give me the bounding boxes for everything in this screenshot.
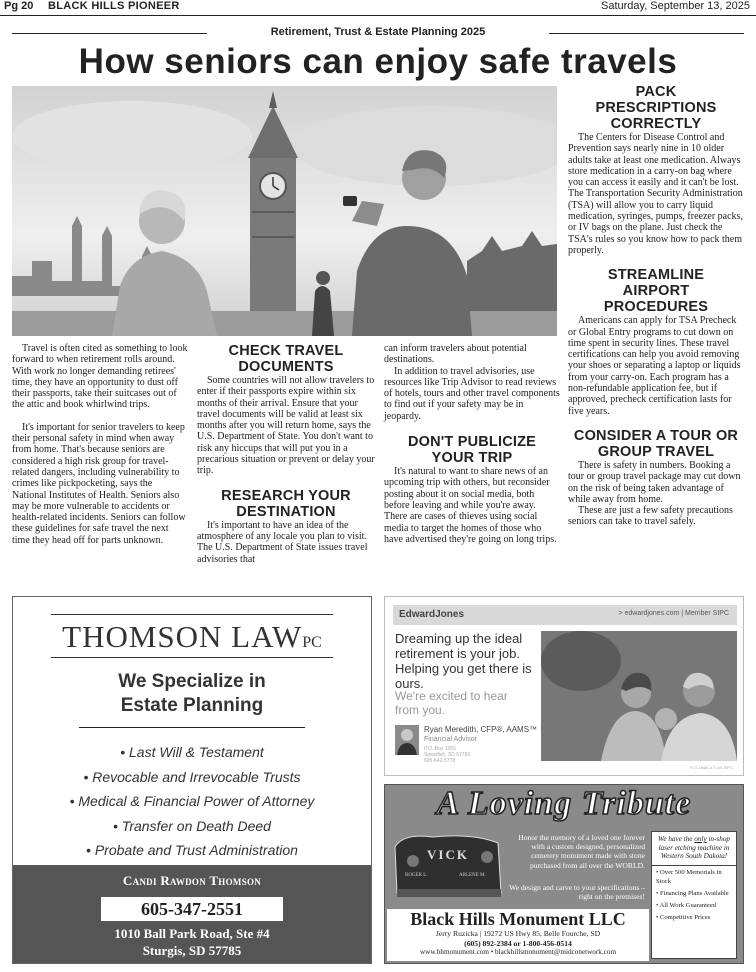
- monument-ad[interactable]: [384, 784, 744, 964]
- services-list: [13, 740, 371, 863]
- ej-subheadline: We're excited to hear from you.: [395, 689, 508, 717]
- thomson-law-ad[interactable]: [12, 596, 372, 964]
- features-box: [651, 831, 737, 959]
- advisor-photo: [395, 725, 419, 755]
- section-rule-right: [549, 33, 744, 34]
- article-photo: [12, 86, 557, 336]
- ej-brand: EdwardJones: [399, 609, 465, 620]
- tour-text: There is safety in numbers. Booking a tour or group travel package may cut down on the risk of being taken advantage of while away from home.: [568, 459, 741, 505]
- feature-item: • All Work Guaranteed: [656, 901, 717, 909]
- company-contact-1: Jerry Ruzicka | 19272 US Hwy 85, Belle Fourche, SD: [435, 929, 601, 938]
- heading-research: RESEARCH YOUR DESTINATION: [221, 487, 351, 520]
- contact-band: [13, 865, 371, 963]
- ej-site[interactable]: > edwardjones.com | Member SIPC: [618, 610, 729, 617]
- thomson-logo-text: THOMSON LAW: [62, 619, 303, 654]
- features-divider: [652, 865, 736, 866]
- logo-rule-bottom: [51, 657, 333, 658]
- header-rule: [0, 15, 756, 16]
- company-contact-2[interactable]: (605) 892-2384 or 1-800-456-0514: [464, 938, 572, 948]
- publicize-text: It's natural to want to share news of an upcoming trip with others, but reconsider posting about it on social media, both before leaving and while you're away. There are cases of thieves using social media to target the homes of those who have advertised they're going on long trips.: [384, 466, 557, 545]
- advisor-address-2: Spearfish, SD 57783: [424, 752, 471, 758]
- heading-check-travel: CHECK TRAVEL DOCUMENTS: [228, 343, 344, 375]
- intro-column: [12, 343, 188, 546]
- section-label: Retirement, Trust & Estate Planning 2025: [270, 26, 486, 38]
- monument-title: A Loving Tribute: [436, 785, 692, 822]
- thomson-logo: [13, 619, 371, 655]
- intro-paragraph: It's important for senior travelers to keep their personal safety in mind when away from home. That's because seniors are considered a high risk group for travel-related dangers, including vulnerability to crimes like pickpocketing, says the National Institutes of Health. Seniors also may be more vulnerable to accidents or health-related incidents. Seniors can follow these guidelines for safe travel the next time they head off for parts unknown.: [12, 421, 186, 546]
- advisor-title: Financial Advisor: [424, 736, 477, 743]
- laser-note-part-a: We have the: [658, 835, 695, 843]
- thomson-logo-suffix: PC: [302, 634, 322, 651]
- tagline-line-1: We Specialize in: [118, 671, 266, 692]
- ej-photo: [541, 631, 737, 761]
- research-text-advisories: In addition to travel advisories, use resources like Trip Advisor to read reviews of hotels, tours and other travel components to find out if your safety may be in jeopardy.: [384, 365, 560, 422]
- column-3: [384, 343, 560, 545]
- tagline-line-2: Estate Planning: [120, 695, 264, 716]
- headstone-left-name: ROGER L.: [405, 873, 428, 878]
- tagline-rule: [79, 727, 305, 728]
- address-line-1: 1010 Ball Park Road, Ste #4: [114, 926, 270, 941]
- photo-scene: [12, 86, 557, 336]
- headstone-name: VICK: [427, 847, 469, 862]
- monument-body-1: Honor the memory of a loved one forever with a custom designed, personalized cemetery monument made with stone purchased from all over the WORLD.: [518, 833, 645, 870]
- service-item: • Revocable and Irrevocable Trusts: [83, 768, 301, 785]
- feature-item: • Competitive Prices: [656, 913, 711, 921]
- headstone-graphic: [393, 833, 503, 897]
- pack-text: The Centers for Disease Control and Prevention says nearly nine in 10 older adults take at least one medication. Always store medication in a carry-on bag where you can access it easily and it can't be lost. The Transportation Security Administration (TSA) will allow you to carry liquid medication, syringes, pumps, freezer packs, or IV bags on the plane. Just check the TSA's rules so you know how to pack them properly.: [568, 132, 743, 256]
- page-number: Pg 20: [4, 0, 34, 12]
- feature-item: • Over 500 Memorials in Stock: [656, 868, 722, 885]
- tour-closing-text: These are just a few safety precautions seniors can take to travel safely.: [568, 505, 733, 528]
- ej-disclosure: FCT-1848I-A © AS SIPC: [689, 765, 733, 770]
- laser-etching-note: [652, 832, 736, 864]
- company-name: Black Hills Monument LLC: [410, 909, 626, 929]
- ej-family-photo: [541, 631, 737, 761]
- features-list: [652, 868, 736, 922]
- section-rule-left: [12, 33, 207, 34]
- attorney-name: Candi Rawdon Thomson: [122, 873, 262, 888]
- article-title: How seniors can enjoy safe travels: [78, 42, 678, 81]
- headstone-image: [393, 833, 503, 897]
- ej-headline: Dreaming up the ideal retirement is your job. Helping you get there is ours.: [395, 631, 532, 691]
- advisor-phone: 605-642-5778: [424, 758, 456, 764]
- column-2: [197, 343, 375, 565]
- feature-item: • Financing Plans Available: [656, 889, 729, 897]
- phone-number[interactable]: 605-347-2551: [101, 897, 283, 921]
- monument-body-2: We design and carve to your specifications – right on the premises!: [509, 883, 645, 902]
- heading-airport: STREAMLINE AIRPORT PROCEDURES: [603, 267, 709, 316]
- service-item: • Transfer on Death Deed: [113, 817, 271, 834]
- advisor-portrait: [395, 725, 419, 755]
- heading-pack: PACK PRESCRIPTIONS CORRECTLY: [595, 84, 717, 132]
- airport-text: Americans can apply for TSA Precheck or Global Entry programs to cut down on time spent in security lines. These travel certifications can help you avoid removing your shoes or separating a laptop or liquids from your carry-on. Each program has a non-refundable application fee, but if approved, precheck certification lasts for five years.: [568, 315, 741, 417]
- company-contact-3[interactable]: www.bhmonument.com • blackhillsmonument@midconetwork.com: [419, 948, 617, 956]
- logo-rule-top: [51, 614, 333, 615]
- laser-note-part-c: in-shop laser etching machine in Western South Dakota!: [658, 835, 730, 861]
- research-text: It's important to have an idea of the atmosphere of any locale you plan to visit. The U.S. Department of State issues travel advisories that: [197, 519, 368, 565]
- intro-paragraph: Travel is often cited as something to look forward to when retirement rolls around. With work no longer demanding retirees' time, they have an opportunity to dust off their passports, take their suitcases out of the attic and book whirlwind trips.: [12, 343, 188, 411]
- service-item: • Medical & Financial Power of Attorney: [69, 793, 315, 809]
- edward-jones-ad[interactable]: [384, 596, 744, 776]
- service-item: • Probate and Trust Administration: [86, 842, 298, 858]
- research-text-continued: can inform travelers about potential destinations.: [384, 343, 527, 366]
- advisor-name: Ryan Meredith, CFP®, AAMS™: [424, 725, 538, 734]
- address-line-2: Sturgis, SD 57785: [142, 943, 242, 958]
- company-panel: [387, 909, 649, 961]
- service-item: • Last Will & Testament: [120, 744, 264, 760]
- advisor-address-1: P.O. Box 1355: [424, 746, 456, 752]
- heading-tour: CONSIDER A TOUR OR GROUP TRAVEL: [573, 427, 739, 460]
- issue-date: Saturday, September 13, 2025: [600, 0, 750, 12]
- paper-name: BLACK HILLS PIONEER: [48, 0, 180, 12]
- heading-publicize: DON'T PUBLICIZE YOUR TRIP: [407, 434, 537, 467]
- headstone-right-name: ARLENE M.: [459, 873, 486, 878]
- check-travel-text: Some countries will not allow travelers to enter if their passports expire within six months of their arrival. Ensure that your travel documents will be valid at least six months after you will return home, says the U.S. Department of State. You don't want to risk any hiccups that will put you in a precarious situation or prevent or delay your trip.: [197, 375, 375, 477]
- column-4: [568, 84, 744, 528]
- laser-note-only: only: [694, 835, 707, 843]
